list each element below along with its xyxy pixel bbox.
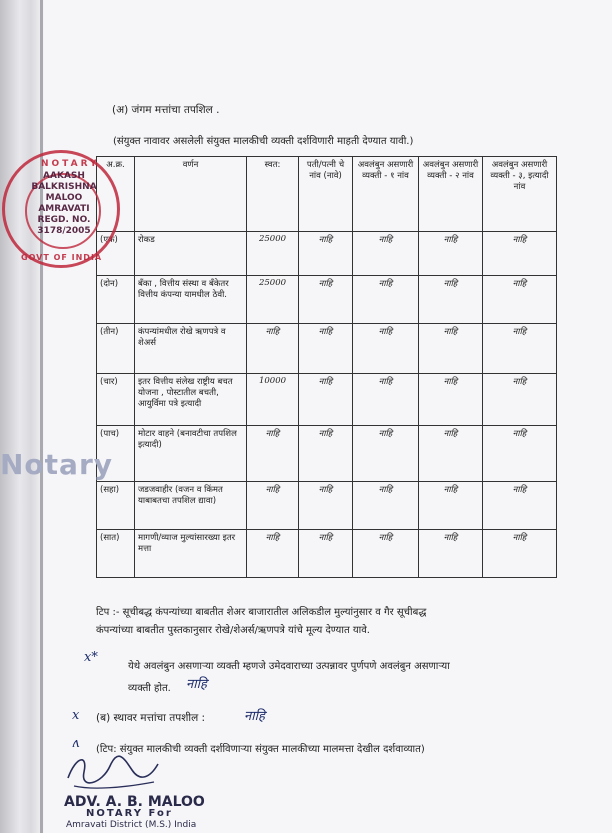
cell-dependent-1: नाहि bbox=[353, 426, 419, 482]
seal-line-2: BALKRISHNA bbox=[31, 182, 97, 192]
cell-spouse: नाहि bbox=[299, 232, 353, 276]
joint-property-note: (टिप: संयुक्त मालकीची व्यक्ती दर्शविणाऱ्या संयुक्त मालकीच्या मालमत्ता देखील दर्शवाव्यात) bbox=[96, 744, 425, 755]
cell-dependent-3: नाहि bbox=[483, 232, 557, 276]
seal-ring-top: NOTARY bbox=[41, 159, 100, 169]
row-description: इतर वित्तीय संलेख राष्ट्रीय बचत योजना , पोस्टातील बचती, आयुर्विमा पत्रे इत्यादी bbox=[135, 374, 247, 426]
cell-spouse: नाहि bbox=[299, 276, 353, 324]
cell-dependent-2: नाहि bbox=[419, 232, 483, 276]
dependent-definition-line-1: येथे अवलंबुन असणाऱ्या व्यक्ती म्हणजे उमेदवाराच्या उत्पन्नावर पुर्णपणे अवलंबुन असणाऱ्या bbox=[128, 661, 450, 672]
seal-line-6: 3178/2005 bbox=[37, 226, 91, 236]
cell-spouse: नाहि bbox=[299, 324, 353, 374]
tip-line-1: टिप :- सूचीबद्ध कंपन्यांच्या बाबतीत शेअर बाजारातील अलिकडील मुल्यांनुसार व गैर सूचीबद्ध bbox=[96, 607, 427, 618]
notary-district: Amravati District (M.S.) India bbox=[66, 820, 197, 830]
cell-self: नाहि bbox=[247, 426, 299, 482]
table-row bbox=[97, 426, 557, 482]
header-spouse: पती/पत्नी चे नांव (नावे) bbox=[299, 157, 353, 232]
cell-dependent-1: नाहि bbox=[353, 530, 419, 578]
cell-spouse: नाहि bbox=[299, 426, 353, 482]
row-description: मोटार वाहने (बनावटीचा तपशिल इत्यादी) bbox=[135, 426, 247, 482]
header-dependent-2: अवलंबुन असणारी व्यक्ती - २ नांव bbox=[419, 157, 483, 232]
cell-dependent-2: नाहि bbox=[419, 482, 483, 530]
seal-line-5: REGD. NO. bbox=[37, 215, 91, 225]
table-row bbox=[97, 374, 557, 426]
tip-line-2: कंपन्यांच्या बाबतीत पुस्तकानुसार रोखे/शेअर्स/ऋणपत्रे यांचे मूल्य देण्यात यावे. bbox=[96, 625, 370, 636]
immovable-assets-heading: (ब) स्थावर मत्तांचा तपशील : bbox=[96, 712, 206, 724]
table-header-row bbox=[97, 157, 557, 232]
row-description: जडजवाहीर (वजन व किंमत याबाबतचा तपशिल द्यावा) bbox=[135, 482, 247, 530]
row-description: मागणी/व्याज मुल्यांसारख्या इतर मत्ता bbox=[135, 530, 247, 578]
notary-title: NOTARY For bbox=[86, 808, 173, 819]
cell-dependent-3: नाहि bbox=[483, 482, 557, 530]
star-mark: x* bbox=[84, 650, 98, 665]
header-dependent-3: अवलंबुन असणारी व्यक्ती - ३, इत्यादी नांव bbox=[483, 157, 557, 232]
header-serial: अ.क्र. bbox=[97, 157, 135, 232]
cell-dependent-2: नाहि bbox=[419, 324, 483, 374]
cell-spouse: नाहि bbox=[299, 530, 353, 578]
cell-spouse: नाहि bbox=[299, 374, 353, 426]
dependent-definition-line-2: व्यक्ती होत. bbox=[128, 683, 171, 694]
cell-dependent-2: नाहि bbox=[419, 276, 483, 324]
section-a-heading: (अ) जंगम मत्तांचा तपशिल . bbox=[112, 104, 220, 116]
cell-dependent-1: नाहि bbox=[353, 276, 419, 324]
table-row bbox=[97, 530, 557, 578]
cell-dependent-3: नाहि bbox=[483, 530, 557, 578]
joint-ownership-instruction: (संयुक्त नावावर असलेली संयुक्त मालकीची व्यक्ती दर्शविणारी माहती देण्यात यावी.) bbox=[113, 136, 414, 147]
row-description: रोकड bbox=[135, 232, 247, 276]
table-row bbox=[97, 232, 557, 276]
table-row bbox=[97, 482, 557, 530]
cell-dependent-1: नाहि bbox=[353, 374, 419, 426]
cell-dependent-2: नाहि bbox=[419, 426, 483, 482]
header-self: स्वत: bbox=[247, 157, 299, 232]
row-serial: (सात) bbox=[97, 530, 135, 578]
cell-self: 25000 bbox=[247, 232, 299, 276]
row-serial: (सहा) bbox=[97, 482, 135, 530]
notary-watermark: Notary bbox=[0, 448, 114, 481]
table-row bbox=[97, 276, 557, 324]
page-binding-edge bbox=[0, 0, 44, 833]
seal-line-3: MALOO bbox=[45, 193, 83, 203]
handwritten-signature bbox=[62, 748, 182, 794]
row-description: बँका , वित्तीय संस्था व बँकेतर वित्तीय कंपन्या यामधील ठेवी. bbox=[135, 276, 247, 324]
header-description: वर्णन bbox=[135, 157, 247, 232]
row-serial: (पाच) bbox=[97, 426, 135, 482]
notary-seal bbox=[2, 150, 120, 268]
cell-self: नाहि bbox=[247, 482, 299, 530]
dependent-answer: नाहि bbox=[186, 677, 207, 692]
cell-self: नाहि bbox=[247, 530, 299, 578]
cell-dependent-3: नाहि bbox=[483, 374, 557, 426]
cell-dependent-1: नाहि bbox=[353, 324, 419, 374]
row-serial: (एक) bbox=[97, 232, 135, 276]
cell-dependent-2: नाहि bbox=[419, 374, 483, 426]
row-serial: (दोन) bbox=[97, 276, 135, 324]
last-mark: ʌ bbox=[72, 736, 80, 751]
seal-line-1: AAKASH bbox=[43, 171, 85, 181]
seal-line-4: AMRAVATI bbox=[38, 204, 90, 214]
movable-assets-table bbox=[96, 156, 557, 578]
immovable-assets-answer: नाहि bbox=[244, 709, 265, 724]
cell-dependent-2: नाहि bbox=[419, 530, 483, 578]
cell-dependent-1: नाहि bbox=[353, 232, 419, 276]
cell-dependent-1: नाहि bbox=[353, 482, 419, 530]
seal-ring-bottom: GOVT OF INDIA bbox=[21, 253, 103, 262]
cell-self: 25000 bbox=[247, 276, 299, 324]
row-description: कंपन्यांमधील रोखे ऋणपत्रे व शेअर्स bbox=[135, 324, 247, 374]
advocate-name: ADV. A. B. MALOO bbox=[64, 794, 205, 810]
cell-self: नाहि bbox=[247, 324, 299, 374]
cell-self: 10000 bbox=[247, 374, 299, 426]
cell-dependent-3: नाहि bbox=[483, 276, 557, 324]
row-serial: (तीन) bbox=[97, 324, 135, 374]
cell-dependent-3: नाहि bbox=[483, 426, 557, 482]
b-mark: x bbox=[72, 708, 80, 723]
page-fold-line bbox=[40, 0, 43, 833]
cell-dependent-3: नाहि bbox=[483, 324, 557, 374]
header-dependent-1: अवलंबुन असणारी व्यक्ती - १ नांव bbox=[353, 157, 419, 232]
table-row bbox=[97, 324, 557, 374]
row-serial: (चार) bbox=[97, 374, 135, 426]
cell-spouse: नाहि bbox=[299, 482, 353, 530]
